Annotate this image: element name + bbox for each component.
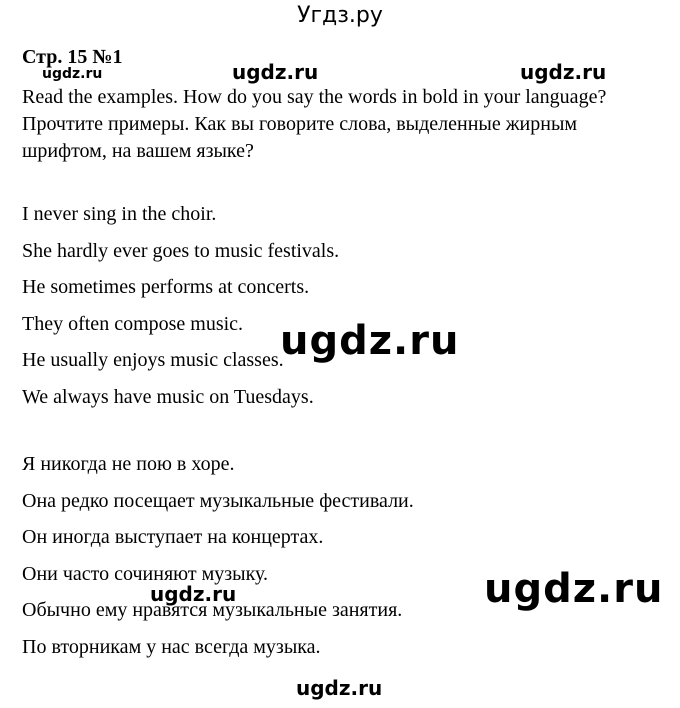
russian-sentence: Я никогда не пою в хоре.: [22, 453, 235, 475]
russian-sentence: Она редко посещает музыкальные фестивали.: [22, 489, 414, 512]
russian-sentence: По вторникам у нас всегда музыка.: [22, 635, 321, 658]
english-sentence-list: [22, 196, 339, 415]
russian-sentence: Они часто сочиняют музыку.: [22, 562, 269, 585]
english-sentence: I never sing in the choir.: [22, 203, 217, 225]
watermark-large: ugdz.ru: [280, 318, 460, 364]
instruction-english: Read the examples. How do you say the words in bold in your language?: [22, 86, 607, 108]
english-sentence: They often compose music.: [22, 312, 244, 335]
russian-sentence: Он иногда выступает на концертах.: [22, 526, 324, 548]
english-sentence: We always have music on Tuesdays.: [22, 385, 314, 408]
russian-sentence-list: [22, 446, 414, 665]
russian-sentence: Обычно ему нравятся музыкальные занятия.: [22, 599, 403, 621]
watermark-large: ugdz.ru: [484, 566, 664, 612]
site-title: Угдз.ру: [297, 3, 383, 28]
watermark-medium: ugdz.ru: [296, 676, 383, 700]
watermark-medium: ugdz.ru: [232, 60, 319, 84]
english-sentence: He sometimes performs at concerts.: [22, 276, 310, 298]
english-sentence: She hardly ever goes to music festivals.: [22, 239, 340, 262]
watermark-small: ugdz.ru: [42, 66, 103, 82]
watermark-medium: ugdz.ru: [520, 60, 607, 84]
english-sentence: He usually enjoys music classes.: [22, 349, 284, 371]
instruction-russian: Прочтите примеры. Как вы говорите слова, выделенные жирным шрифтом, на вашем языке?: [22, 113, 578, 162]
watermark-medium: ugdz.ru: [150, 582, 237, 606]
page-reference: Стр. 15 №1: [22, 46, 123, 68]
